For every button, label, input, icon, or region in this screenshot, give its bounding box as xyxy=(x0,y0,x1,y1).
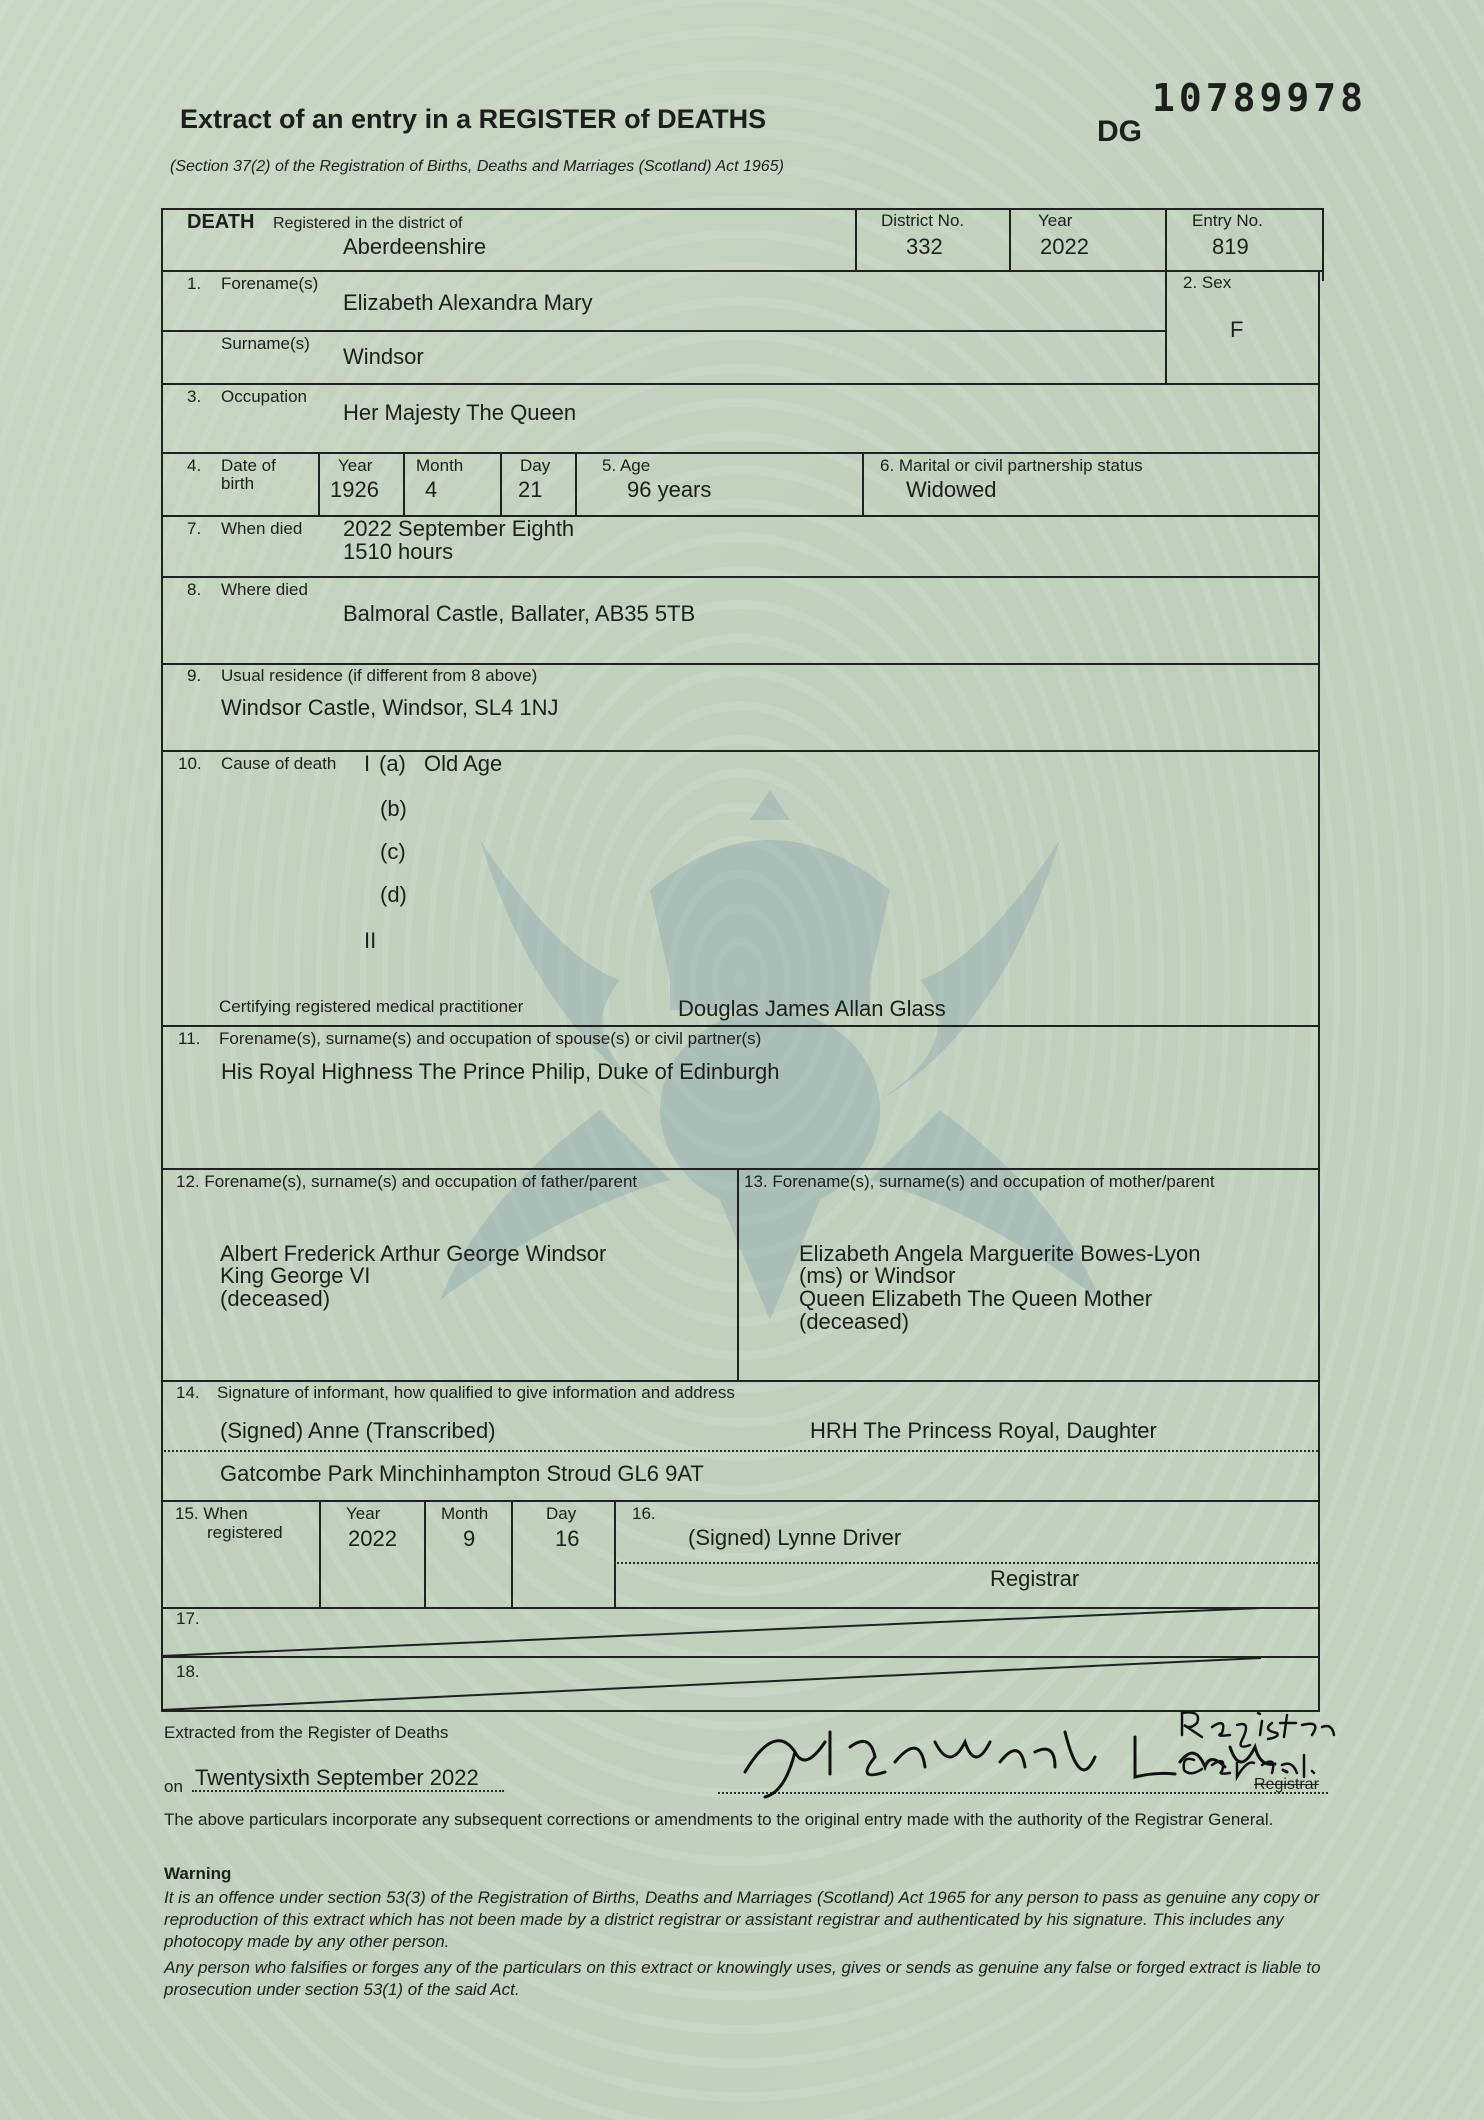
district-no-label: District No. xyxy=(881,211,965,230)
mother-value-2: (ms) or Windsor xyxy=(799,1263,956,1288)
reg-month-value: 9 xyxy=(463,1526,476,1551)
informant-number: 14. xyxy=(176,1383,200,1402)
when-died-number: 7. xyxy=(187,519,202,538)
registrar-title: Registrar xyxy=(990,1566,1080,1591)
marital-value: Widowed xyxy=(906,477,997,502)
sex-value: F xyxy=(1230,317,1244,342)
father-value-1: Albert Frederick Arthur George Windsor xyxy=(220,1241,607,1266)
dob-number: 4. xyxy=(187,456,202,475)
dob-day-value: 21 xyxy=(518,477,543,502)
warning-heading: Warning xyxy=(164,1864,232,1883)
district-value: Aberdeenshire xyxy=(343,234,487,259)
where-died-label: Where died xyxy=(221,580,308,599)
occupation-number: 3. xyxy=(187,387,202,406)
cause-part-1: I xyxy=(364,751,371,776)
informant-qualification: HRH The Princess Royal, Daughter xyxy=(810,1418,1157,1443)
residence-label: Usual residence (if different from 8 above) xyxy=(221,666,538,685)
informant-address: Gatcombe Park Minchinhampton Stroud GL6 9AT xyxy=(220,1461,704,1486)
mother-value-4: (deceased) xyxy=(799,1309,910,1334)
residence-number: 9. xyxy=(187,666,202,685)
when-died-label: When died xyxy=(221,519,303,538)
entry-no-label: Entry No. xyxy=(1192,211,1263,230)
dob-label-2: birth xyxy=(221,474,255,493)
marital-label: 6. Marital or civil partnership status xyxy=(880,456,1143,475)
forenames-value: Elizabeth Alexandra Mary xyxy=(343,290,593,315)
document-title: Extract of an entry in a REGISTER of DEATHS xyxy=(180,104,767,134)
cause-number: 10. xyxy=(178,754,202,773)
age-value: 96 years xyxy=(627,477,712,502)
corrections-note: The above particulars incorporate any subsequent corrections or amendments to the original entry made with the authority of the Registrar General. xyxy=(164,1810,1274,1829)
occupation-value: Her Majesty The Queen xyxy=(343,400,577,425)
reg-day-value: 16 xyxy=(555,1526,580,1551)
extracted-label: Extracted from the Register of Deaths xyxy=(164,1723,449,1742)
mother-label: 13. Forename(s), surname(s) and occupation of mother/parent xyxy=(744,1172,1215,1191)
when-died-value-1: 2022 September Eighth xyxy=(343,516,575,541)
row-18-number: 18. xyxy=(176,1662,200,1681)
when-died-value-2: 1510 hours xyxy=(343,539,454,564)
informant-label: Signature of informant, how qualified to give information and address xyxy=(217,1383,735,1402)
practitioner-label: Certifying registered medical practitioner xyxy=(219,997,524,1016)
serial-number: 10789978 xyxy=(1152,76,1368,120)
cause-label: Cause of death xyxy=(221,754,337,773)
reg-month-label: Month xyxy=(441,1504,489,1523)
cause-c-label: (c) xyxy=(380,839,406,864)
age-label: 5. Age xyxy=(602,456,651,475)
father-value-2: King George VI xyxy=(220,1263,371,1288)
dob-month-value: 4 xyxy=(425,477,438,502)
dob-label-1: Date of xyxy=(221,456,276,475)
spouse-value: His Royal Highness The Prince Philip, Duke of Edinburgh xyxy=(221,1059,780,1084)
when-registered-label-1: 15. When xyxy=(175,1504,248,1523)
dob-day-label: Day xyxy=(520,456,551,475)
on-label: on xyxy=(164,1777,183,1796)
year-label: Year xyxy=(1038,211,1073,230)
dob-month-label: Month xyxy=(416,456,464,475)
warning-text-2: Any person who falsifies or forges any of the particulars on this extract or knowingly uses, gives or sends as genuine any false or forged extract is liable to prosecution under section 53(1) of the said Act. xyxy=(164,1958,1321,1999)
district-no-value: 332 xyxy=(906,234,943,259)
entry-no-value: 819 xyxy=(1212,234,1249,259)
serial-prefix: DG xyxy=(1097,115,1142,148)
cause-d-label: (d) xyxy=(380,882,407,907)
extract-date: Twentysixth September 2022 xyxy=(195,1765,479,1790)
practitioner-value: Douglas James Allan Glass xyxy=(678,996,946,1021)
surname-value: Windsor xyxy=(343,344,424,369)
registrar-signed: (Signed) Lynne Driver xyxy=(688,1525,902,1550)
dob-year-label: Year xyxy=(338,456,373,475)
sex-label: 2. Sex xyxy=(1183,273,1232,292)
row-17-number: 17. xyxy=(176,1609,200,1628)
reg-year-value: 2022 xyxy=(348,1526,397,1551)
occupation-label: Occupation xyxy=(221,387,307,406)
warning-text-1: It is an offence under section 53(3) of the Registration of Births, Deaths and Marriages (Scotland) Act 1965 for any person to pass as genuine any copy or reproduction of this extract which has not been made by a district registrar or assistant registrar and authenticated by his signature. This includes any photocopy made by any other person. xyxy=(164,1888,1320,1951)
cancellation-strokes xyxy=(161,1600,1321,1712)
mother-value-1: Elizabeth Angela Marguerite Bowes-Lyon xyxy=(799,1241,1201,1266)
cause-a-label: (a) xyxy=(379,751,406,776)
spouse-label: Forename(s), surname(s) and occupation of spouse(s) or civil partner(s) xyxy=(219,1029,762,1048)
reg-day-label: Day xyxy=(546,1504,577,1523)
surname-label: Surname(s) xyxy=(221,334,310,353)
when-registered-label-2: registered xyxy=(207,1523,283,1542)
year-value: 2022 xyxy=(1040,234,1089,259)
where-died-value: Balmoral Castle, Ballater, AB35 5TB xyxy=(343,601,696,626)
cause-b-label: (b) xyxy=(380,796,407,821)
father-value-3: (deceased) xyxy=(220,1286,331,1311)
cause-part-2: II xyxy=(364,928,377,953)
cause-a-value: Old Age xyxy=(424,751,503,776)
informant-signed: (Signed) Anne (Transcribed) xyxy=(220,1418,496,1443)
forenames-number: 1. xyxy=(187,274,202,293)
residence-value: Windsor Castle, Windsor, SL4 1NJ xyxy=(221,695,559,720)
spouse-number: 11. xyxy=(178,1029,201,1048)
mother-value-3: Queen Elizabeth The Queen Mother xyxy=(799,1286,1153,1311)
where-died-number: 8. xyxy=(187,580,202,599)
registrar-general-handwritten-title xyxy=(1172,1705,1372,1785)
father-label: 12. Forename(s), surname(s) and occupation of father/parent xyxy=(176,1172,638,1191)
death-label: DEATH xyxy=(187,211,255,233)
registrar-number: 16. xyxy=(632,1504,656,1523)
document-subtitle: (Section 37(2) of the Registration of Births, Deaths and Marriages (Scotland) Act 1965) xyxy=(170,158,784,175)
district-label: Registered in the district of xyxy=(273,215,463,232)
dob-year-value: 1926 xyxy=(330,477,379,502)
forenames-label: Forename(s) xyxy=(221,274,319,293)
reg-year-label: Year xyxy=(346,1504,381,1523)
printed-registrar-title: Registrar xyxy=(1254,1776,1319,1793)
